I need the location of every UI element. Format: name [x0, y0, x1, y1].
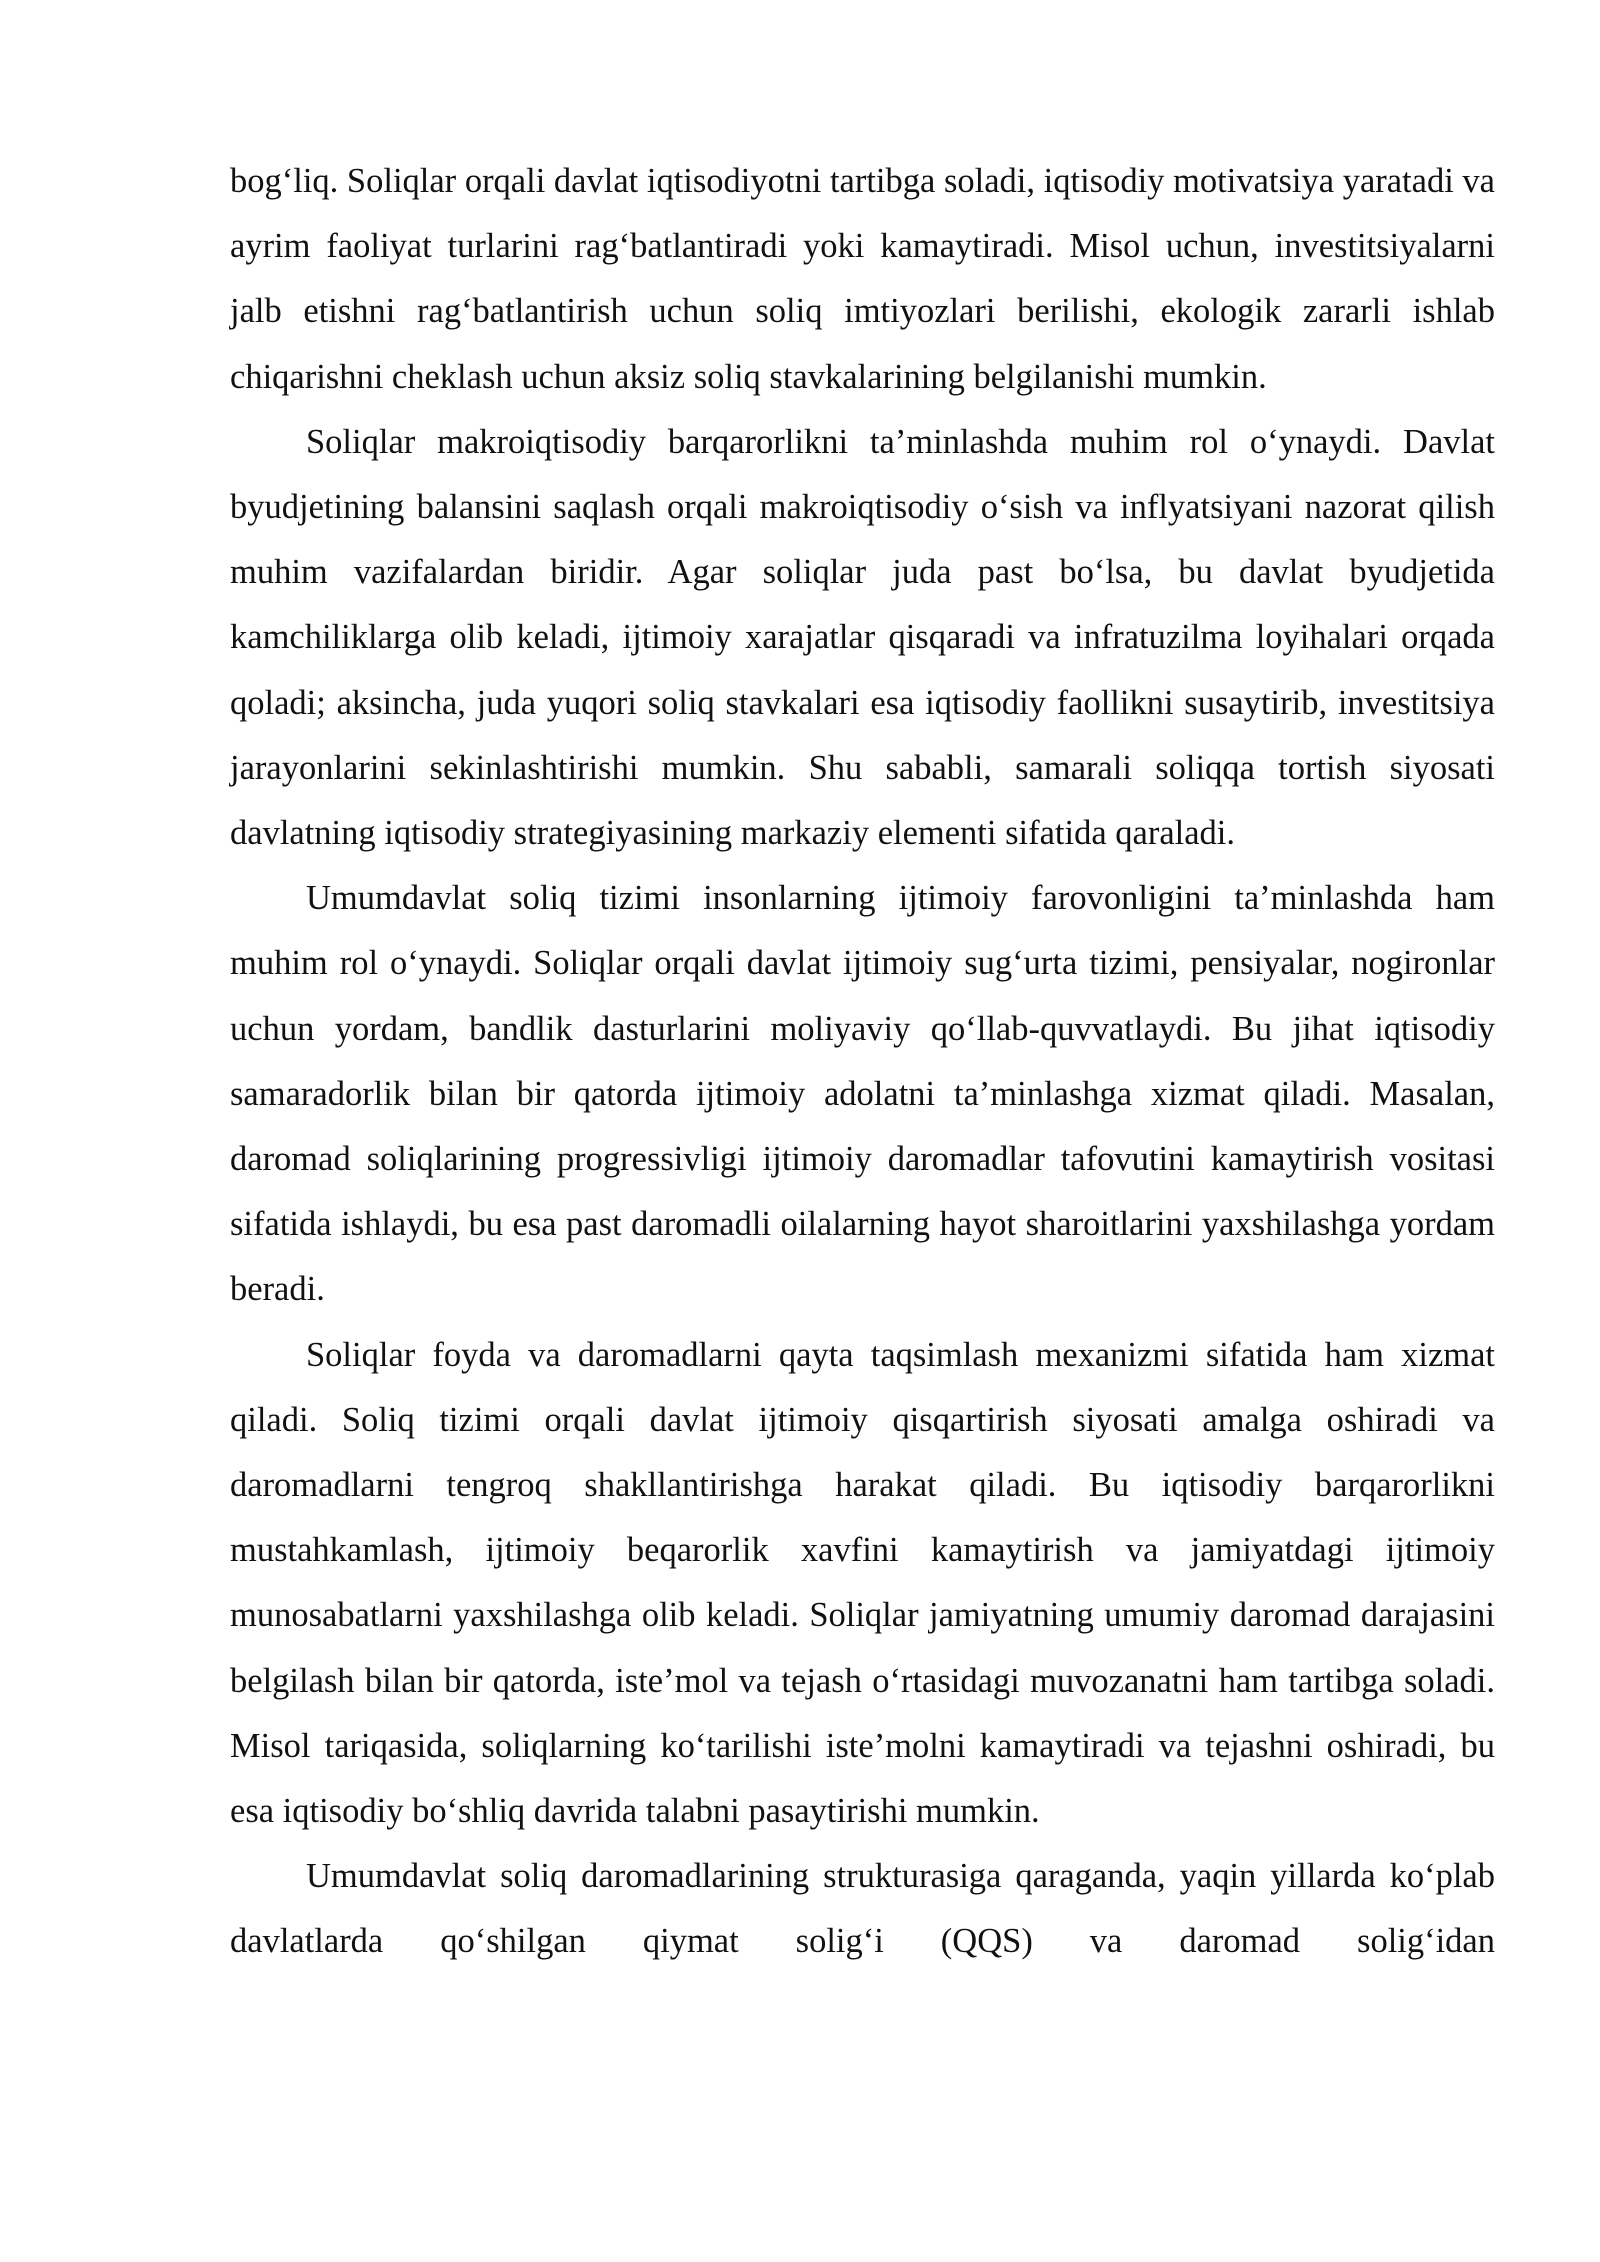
- document-body: [230, 149, 1495, 1975]
- paragraph-1: bog‘liq. Soliqlar orqali davlat iqtisodiyotni tartibga soladi, iqtisodiy motivatsiya yaratadi va ayrim faoliyat turlarini rag‘batlantiradi yoki kamaytiradi. Misol uchun, investitsiyalarni jalb etishni rag‘batlantirish uchun soliq imtiyozlari berilishi, ekologik zararli ishlab chiqarishni cheklash uchun aksiz soliq stavkalarining belgilanishi mumkin.: [230, 162, 1495, 396]
- paragraph-2: Soliqlar makroiqtisodiy barqarorlikni ta’minlashda muhim rol o‘ynaydi. Davlat byudjetining balansini saqlash orqali makroiqtisodiy o‘sish va inflyatsiyani nazorat qilish muhim vazifalardan biridir. Agar soliqlar juda past bo‘lsa, bu davlat byudjetida kamchiliklarga olib keladi, ijtimoiy xarajatlar qisqaradi va infratuzilma loyihalari orqada qoladi; aksincha, juda yuqori soliq stavkalari esa iqtisodiy faollikni susaytirib, investitsiya jarayonlarini sekinlashtirishi mumkin. Shu sababli, samarali soliqqa tortish siyosati davlatning iqtisodiy strategiyasining markaziy elementi sifatida qaraladi.: [230, 422, 1495, 853]
- paragraph-5: Umumdavlat soliq daromadlarining strukturasiga qaraganda, yaqin yillarda ko‘plab davlatlarda qo‘shilgan qiymat solig‘i (QQS) va daromad solig‘idan: [230, 1857, 1495, 1961]
- paragraph-3: Umumdavlat soliq tizimi insonlarning ijtimoiy farovonligini ta’minlashda ham muhim rol o‘ynaydi. Soliqlar orqali davlat ijtimoiy sug‘urta tizimi, pensiyalar, nogironlar uchun yordam, bandlik dasturlarini moliyaviy qo‘llab-quvvatlaydi. Bu jihat iqtisodiy samaradorlik bilan bir qatorda ijtimoiy adolatni ta’minlashga xizmat qiladi. Masalan, daromad soliqlarining progressivligi ijtimoiy daromadlar tafovutini kamaytirish vositasi sifatida ishlaydi, bu esa past daromadli oilalarning hayot sharoitlarini yaxshilashga yordam beradi.: [230, 879, 1495, 1309]
- paragraph-4: Soliqlar foyda va daromadlarni qayta taqsimlash mexanizmi sifatida ham xizmat qiladi. Soliq tizimi orqali davlat ijtimoiy qisqartirish siyosati amalga oshiradi va daromadlarni tengroq shakllantirishga harakat qiladi. Bu iqtisodiy barqarorlikni mustahkamlash, ijtimoiy beqarorlik xavfini kamaytirish va jamiyatdagi ijtimoiy munosabatlarni yaxshilashga olib keladi. Soliqlar jamiyatning umumiy daromad darajasini belgilash bilan bir qatorda, iste’mol va tejash o‘rtasidagi muvozanatni ham tartibga soladi. Misol tariqasida, soliqlarning ko‘tarilishi iste’molni kamaytiradi va tejashni oshiradi, bu esa iqtisodiy bo‘shliq davrida talabni pasaytirishi mumkin.: [230, 1335, 1495, 1831]
